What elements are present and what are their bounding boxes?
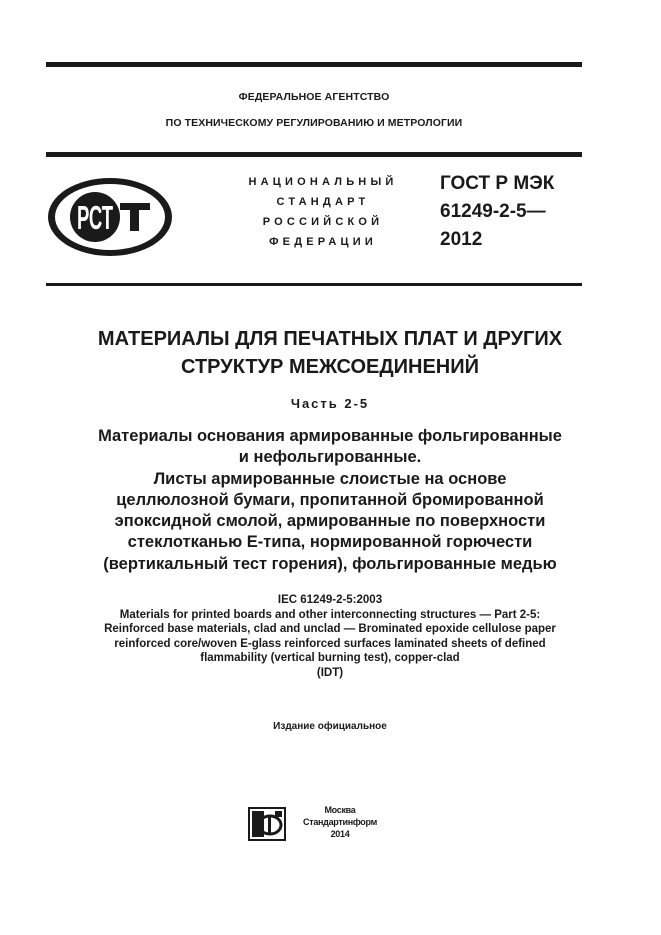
iec-line: (IDT)	[316, 666, 344, 679]
subtitle-line: эпоксидной смолой, армированные по поверхности	[114, 512, 546, 531]
publisher-logo-icon	[248, 807, 286, 841]
iec-line: flammability (vertical burning test), copper-clad	[200, 652, 460, 664]
iec-line: Materials for printed boards and other interconnecting structures — Part 2-5:	[119, 608, 541, 621]
rst-logo-icon	[46, 176, 174, 258]
designation-line: 2012	[440, 229, 483, 250]
header-rule	[46, 152, 582, 157]
subtitle-line: и нефольгированные.	[238, 448, 422, 467]
iec-reference	[30, 593, 630, 680]
subtitle-line: Материалы основания армированные фольгированные	[98, 427, 562, 445]
publisher-info	[288, 804, 392, 840]
title-line: СТРУКТУР МЕЖСОЕДИНЕНИЙ	[181, 356, 479, 378]
subtitle-line: целлюлозной бумаги, пропитанной бромированной	[116, 490, 544, 509]
standard-designation	[440, 170, 554, 254]
iec-line: reinforced core/woven E-glass reinforced surfaces laminated sheets of defined	[114, 637, 546, 650]
section-rule	[46, 283, 582, 286]
rst-logo-letters: РСТ	[77, 199, 113, 236]
agency-name-line1: ФЕДЕРАЛЬНОЕ АГЕНТСТВО	[238, 91, 390, 103]
title-line: МАТЕРИАЛЫ ДЛЯ ПЕЧАТНЫХ ПЛАТ И ДРУГИХ	[97, 328, 563, 350]
standard-label-line: ФЕДЕРАЦИИ	[269, 236, 377, 248]
top-rule	[46, 62, 582, 67]
document-title	[30, 325, 630, 381]
national-standard-label	[228, 172, 418, 252]
standard-label-line: РОССИЙСКОЙ	[262, 216, 384, 228]
part-number: Часть 2-5	[290, 396, 370, 411]
publisher-city: Москва	[324, 805, 356, 815]
subtitle-line: стеклотканью Е-типа, нормированной горючести	[127, 533, 533, 552]
edition-label: Издание официальное	[273, 721, 387, 732]
subtitle-line: Листы армированные слоистые на основе	[153, 469, 507, 488]
publisher-year: 2014	[330, 829, 350, 839]
publisher-name: Стандартинформ	[303, 817, 377, 827]
standard-label-line: НАЦИОНАЛЬНЫЙ	[248, 176, 398, 188]
standard-label-line: СТАНДАРТ	[276, 196, 370, 208]
subtitle-line: (вертикальный тест горения), фольгированные медью	[103, 554, 557, 573]
designation-line: ГОСТ Р МЭК	[440, 173, 555, 194]
agency-name-line2: ПО ТЕХНИЧЕСКОМУ РЕГУЛИРОВАНИЮ И МЕТРОЛОГИИ	[165, 117, 463, 129]
designation-line: 61249-2-5—	[440, 201, 546, 222]
document-subtitle	[30, 426, 630, 575]
iec-line: Reinforced base materials, clad and unclad — Brominated epoxide cellulose paper	[104, 623, 556, 635]
iec-line: IEC 61249-2-5:2003	[277, 594, 383, 606]
